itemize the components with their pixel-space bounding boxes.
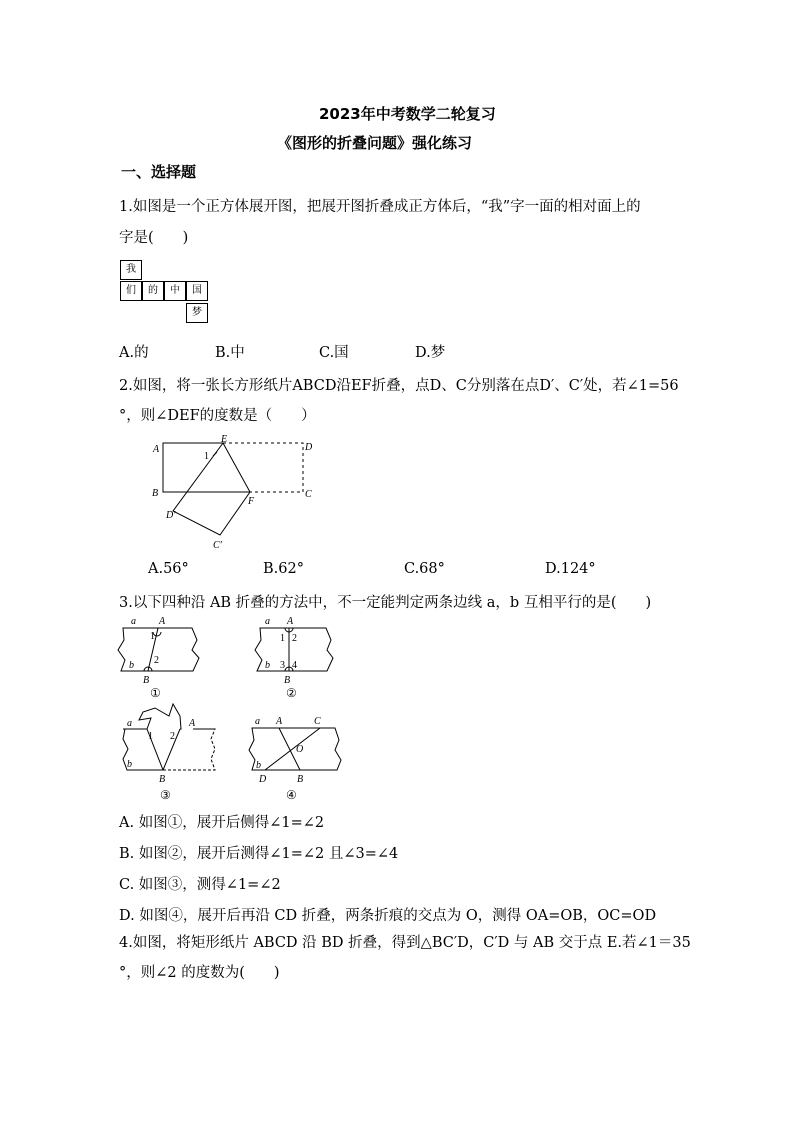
net-cell: 中	[164, 281, 186, 301]
figure-caption-4: ④	[286, 788, 297, 802]
label-d-prime: D′	[166, 510, 176, 521]
q2-fold-figure	[145, 432, 330, 552]
fig4-label-o: O	[296, 744, 304, 755]
fig2-label-b-line: b	[265, 660, 270, 671]
document-subtitle: 《图形的折叠问题》强化练习	[277, 134, 473, 152]
figure-4-strip	[249, 728, 341, 770]
fig3-label-b: B	[159, 774, 166, 785]
label-c: C	[305, 489, 312, 500]
figure-caption-3: ③	[160, 788, 171, 802]
net-cell: 国	[186, 281, 208, 301]
q3-option-b[interactable]: B. 如图②，展开后测得∠1=∠2 且∠3=∠4	[119, 846, 399, 862]
q2-option-a[interactable]: A.56°	[148, 561, 189, 577]
q2-option-b[interactable]: B.62°	[263, 561, 304, 577]
angle-mark	[213, 452, 217, 456]
q3-option-a[interactable]: A. 如图①，展开后侧得∠1=∠2	[119, 815, 325, 831]
label-c-prime: C′	[213, 540, 222, 551]
figure-caption-1: ①	[150, 686, 161, 700]
fig2-label-3: 3	[280, 660, 285, 671]
fig4-label-b-line: b	[256, 760, 261, 771]
fig1-label-b: B	[143, 675, 150, 686]
fig2-label-4: 4	[292, 660, 297, 671]
question-1-text: 1.如图是一个正方体展开图，把展开图折叠成正方体后，“我”字一面的相对面上的	[119, 199, 641, 215]
net-cell: 梦	[186, 303, 208, 323]
question-4-text: 4.如图，将矩形纸片 ABCD 沿 BD 折叠，得到△BC′D，C′D 与 AB 交于点 E.若∠1＝35	[119, 935, 691, 951]
fig3-label-2: 2	[170, 731, 175, 742]
fig2-label-b: B	[284, 675, 291, 686]
q3-figures	[115, 612, 355, 804]
net-cell: 我	[120, 260, 142, 280]
label-b: B	[152, 488, 159, 499]
fig2-label-2: 2	[292, 633, 297, 644]
fig1-label-1: 1	[150, 631, 155, 642]
fig4-label-a: A	[276, 716, 283, 727]
figure-caption-2: ②	[286, 686, 297, 700]
question-4-text-cont: °，则∠2 的度数为( )	[119, 965, 280, 981]
section-heading: 一、选择题	[121, 163, 197, 181]
question-3-text: 3.以下四种沿 AB 折叠的方法中，不一定能判定两条边线 a，b 互相平行的是( )	[119, 595, 652, 611]
fig4-label-a-line: a	[255, 716, 260, 727]
net-cell: 们	[120, 281, 142, 301]
fig1-label-b-line: b	[129, 660, 134, 671]
q1-option-a[interactable]: A.的	[119, 345, 149, 361]
question-1-text-cont: 字是( )	[119, 230, 189, 246]
fig2-label-a-line: a	[265, 616, 270, 627]
question-2-text-cont: °，则∠DEF的度数是（ ）	[119, 408, 316, 424]
fig3-label-b-line: b	[127, 759, 132, 770]
label-1: 1	[204, 451, 209, 462]
cube-net-figure	[120, 260, 220, 330]
question-2-text: 2.如图，将一张长方形纸片ABCD沿EF折叠，点D、C分别落在点D′、C′处，若∠1=56	[119, 378, 679, 394]
folded-flap	[173, 443, 250, 535]
fig3-label-a: A	[189, 718, 196, 729]
q1-option-d[interactable]: D.梦	[415, 345, 446, 361]
fig1-label-a-line: a	[131, 616, 136, 627]
label-d: D	[305, 442, 313, 453]
figure-4-creases	[265, 728, 320, 770]
fig4-label-c: C	[314, 716, 321, 727]
label-f: F	[248, 496, 255, 507]
label-a: A	[153, 444, 160, 455]
q2-option-c[interactable]: C.68°	[404, 561, 445, 577]
document-title: 2023年中考数学二轮复习	[319, 105, 496, 123]
fig1-label-2: 2	[154, 655, 159, 666]
q3-option-d[interactable]: D. 如图④，展开后再沿 CD 折叠，两条折痕的交点为 O，测得 OA=OB，OC=OD	[119, 908, 657, 924]
fig1-label-a: A	[159, 616, 166, 627]
label-e: E	[221, 434, 228, 445]
fig2-label-1: 1	[280, 633, 285, 644]
q1-option-c[interactable]: C.国	[319, 345, 349, 361]
fig4-label-d: D	[259, 774, 267, 785]
q3-option-c[interactable]: C. 如图③，测得∠1=∠2	[119, 877, 281, 893]
q2-option-d[interactable]: D.124°	[545, 561, 596, 577]
fig2-label-a: A	[287, 616, 294, 627]
fig3-label-1: 1	[148, 731, 153, 742]
fig4-label-b: B	[297, 774, 304, 785]
net-cell: 的	[142, 281, 164, 301]
q1-option-b[interactable]: B.中	[215, 345, 245, 361]
fig3-label-a-line: a	[127, 718, 132, 729]
folded-away-part	[223, 443, 303, 492]
